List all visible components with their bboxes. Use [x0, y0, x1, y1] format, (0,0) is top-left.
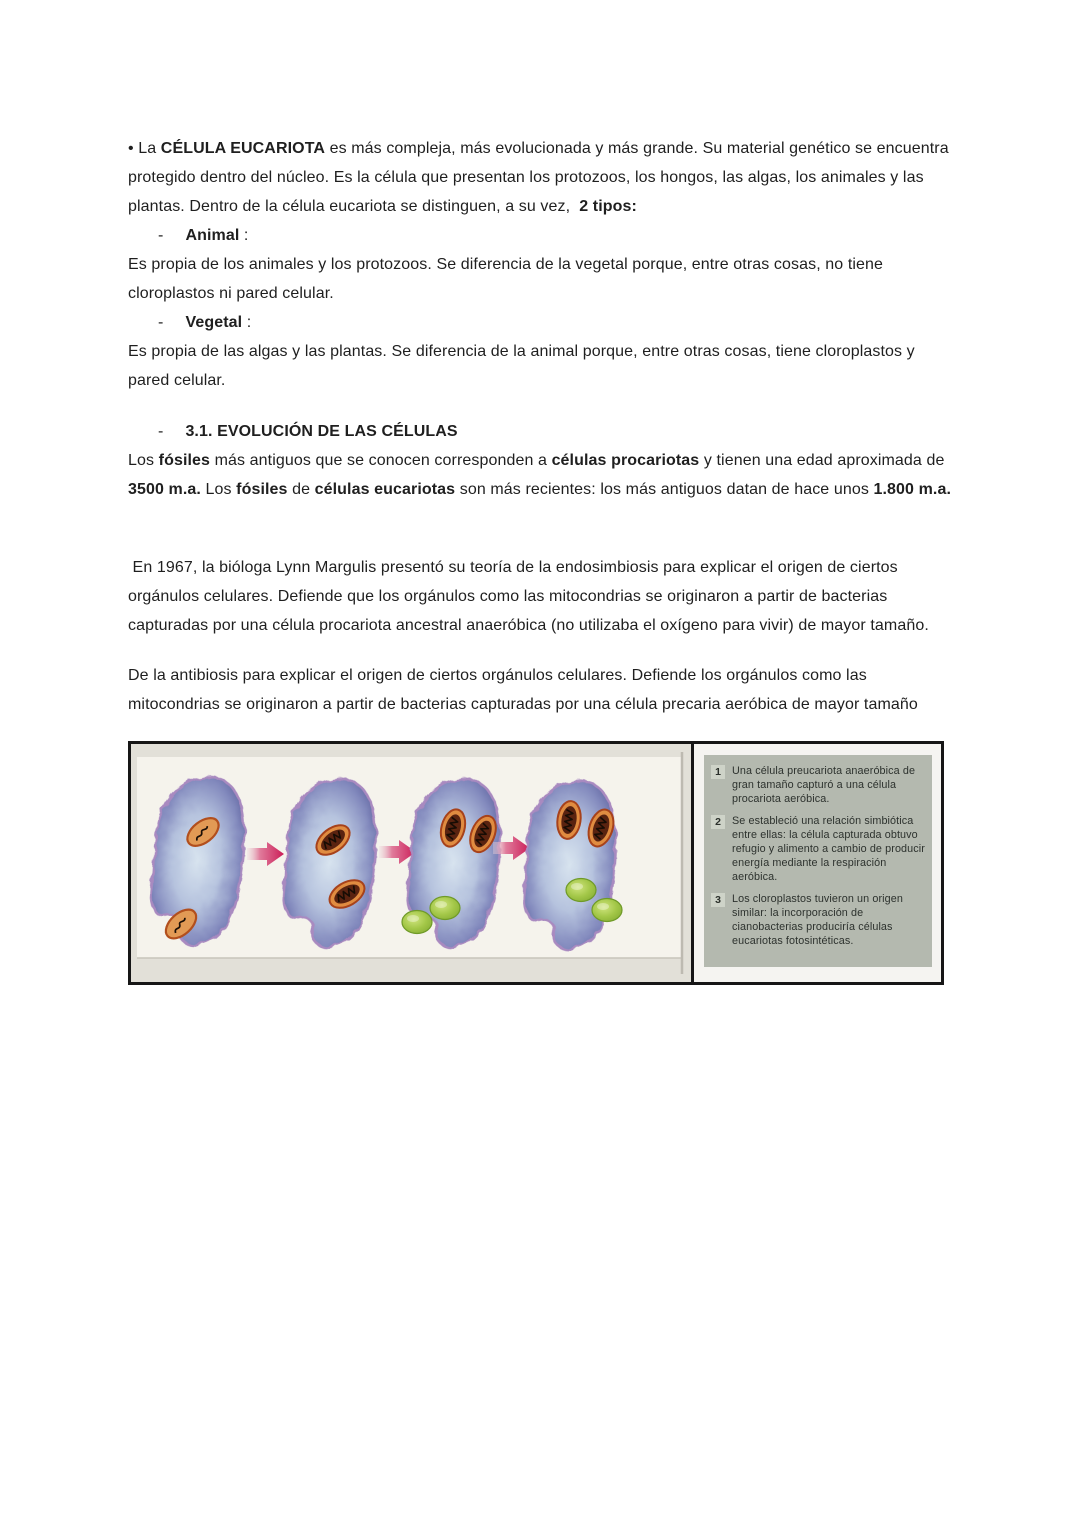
- text-segment: De la antibiosis para explicar el origen de ciertos orgánulos celulares. Defiende los orgánulos como las mitocondrias se originaron a partir de bacterias capturadas por una célula precaria aeróbica de mayor tamaño: [128, 667, 918, 713]
- figure-text-panel: [691, 744, 941, 982]
- text-segment: 3500 m.a.: [128, 481, 201, 498]
- text-segment: Vegetal: [185, 314, 243, 331]
- step-text: Una célula preucariota anaeróbica de gran tamaño capturó a una célula procariota aeróbica.: [732, 765, 916, 805]
- text-segment: CÉLULA EUCARIOTA: [160, 140, 326, 157]
- text-segment: fósiles: [158, 452, 211, 469]
- step-number-badge: 3: [711, 893, 725, 907]
- text-segment: Los: [200, 481, 237, 498]
- text-segment: células eucariotas: [314, 481, 456, 498]
- text-segment: más antiguos que se conocen corresponden a: [210, 452, 552, 469]
- figure-caption-list: [704, 755, 932, 967]
- text-segment: 1.800 m.a.: [873, 481, 951, 498]
- text-segment: y tienen una edad aproximada de: [699, 452, 945, 469]
- list-item-vegetal: [128, 308, 958, 337]
- text-segment: es más compleja, más evolucionada y más grande. Su material genético se encuentra protegido dentro del núcleo. Es la célula que presentan los protozoos, los hongos, las algas, los animales y las plantas. Dentro de la célula eucariota se distinguen, a su vez,: [128, 140, 949, 215]
- list-item: [711, 892, 927, 948]
- text-segment: :: [239, 227, 249, 244]
- chloroplast-icon: [566, 879, 596, 902]
- text-segment: son más recientes: los más antiguos datan de hace unos: [455, 481, 874, 498]
- paragraph-fossils: [128, 446, 958, 504]
- text-segment: Los: [128, 452, 159, 469]
- step-text: Los cloroplastos tuvieron un origen similar: la incorporación de cianobacterias produciría células eucariotas fotosintéticas.: [732, 893, 903, 947]
- paragraph-animal-description: [128, 250, 958, 308]
- text-segment: • La: [128, 140, 161, 157]
- list-item: [711, 764, 927, 806]
- step-number-badge: 1: [711, 765, 725, 779]
- cyanobacterium-icon: [402, 911, 432, 934]
- paragraph-vegetal-description: [128, 337, 958, 395]
- text-segment: -: [158, 423, 164, 440]
- text-segment: 2 tipos:: [579, 198, 637, 215]
- section-heading: [128, 417, 958, 446]
- text-segment: En 1967, la bióloga Lynn Margulis presentó su teoría de la endosimbiosis para explicar el origen de ciertos orgánulos celulares. Defiende que los orgánulos como las mitocondrias se originaron a partir de bacterias capturadas por una célula procariota ancestral anaeróbica (no utilizaba el oxígeno para vivir) de mayor tamaño.: [128, 559, 929, 634]
- text-segment: :: [242, 314, 252, 331]
- text-segment: de: [287, 481, 315, 498]
- text-segment: Es propia de las algas y las plantas. Se diferencia de la animal porque, entre otras cosas, tiene cloroplastos y pared celular.: [128, 343, 915, 389]
- text-segment: células procariotas: [551, 452, 700, 469]
- step-text: Se estableció una relación simbiótica entre ellas: la célula capturada obtuvo refugio y alimento a cambio de producir energía mediante la respiración aeróbica.: [732, 815, 925, 883]
- cyanobacterium-icon: [430, 897, 460, 920]
- step-number-badge: 2: [711, 815, 725, 829]
- paragraph-eukaryote-intro: [128, 134, 958, 221]
- list-item-animal: [128, 221, 958, 250]
- text-segment: -: [158, 227, 164, 244]
- chloroplast-icon: [592, 899, 622, 922]
- paragraph-antibiosis: [128, 661, 958, 719]
- list-item: [711, 814, 927, 884]
- text-segment: -: [158, 314, 164, 331]
- paragraph-margulis: [128, 553, 958, 640]
- endosymbiosis-diagram: [131, 744, 691, 982]
- text-segment: Animal: [185, 227, 240, 244]
- text-segment: Es propia de los animales y los protozoos. Se diferencia de la vegetal porque, entre otras cosas, no tiene cloroplastos ni pared celular.: [128, 256, 884, 302]
- text-segment: 3.1. EVOLUCIÓN DE LAS CÉLULAS: [185, 423, 458, 440]
- text-segment: fósiles: [236, 481, 288, 498]
- endosymbiosis-diagram-svg: [131, 744, 691, 982]
- endosymbiosis-figure: [128, 741, 944, 985]
